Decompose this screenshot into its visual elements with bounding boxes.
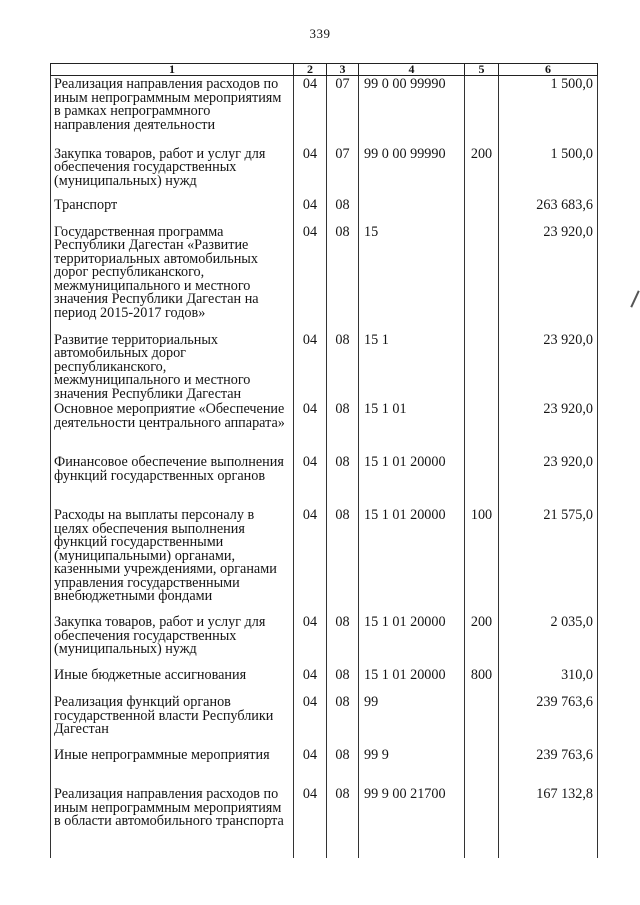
row-amount: 21 575,0 (499, 507, 598, 614)
row-amount: 239 763,6 (499, 694, 598, 747)
row-target-article: 15 1 (359, 332, 465, 402)
table-row (51, 224, 598, 332)
row-subsection: 07 (327, 146, 359, 197)
row-subsection: 08 (327, 694, 359, 747)
row-subsection: 08 (327, 507, 359, 614)
row-section: 04 (294, 76, 327, 146)
row-target-article: 15 1 01 20000 (359, 507, 465, 614)
row-expense-type (465, 197, 499, 224)
row-amount: 263 683,6 (499, 197, 598, 224)
row-name: Закупка товаров, работ и услуг для обеспечения государственных (муниципальных) нужд (51, 614, 294, 667)
row-target-article: 15 1 01 20000 (359, 454, 465, 507)
row-amount: 23 920,0 (499, 401, 598, 454)
row-section: 04 (294, 667, 327, 694)
row-expense-type (465, 401, 499, 454)
table-row (51, 76, 598, 146)
row-section: 04 (294, 747, 327, 786)
row-expense-type (465, 454, 499, 507)
row-subsection: 08 (327, 454, 359, 507)
header-row (51, 64, 598, 76)
row-expense-type (465, 332, 499, 402)
row-amount: 1 500,0 (499, 76, 598, 146)
row-section: 04 (294, 146, 327, 197)
table-row (51, 454, 598, 507)
row-target-article: 99 (359, 694, 465, 747)
row-subsection: 08 (327, 332, 359, 402)
row-expense-type: 200 (465, 614, 499, 667)
row-name: Государственная программа Республики Дагестан «Развитие территориальных автомобильных дорог республиканского, межмуниципального и местного значения Республики Дагестан на период 2015-2017 годов» (51, 224, 294, 332)
row-amount: 167 132,8 (499, 786, 598, 858)
row-target-article: 99 0 00 99990 (359, 76, 465, 146)
table-row (51, 667, 598, 694)
row-name: Расходы на выплаты персоналу в целях обеспечения выполнения функций государственными (муниципальными) органами, казенными учреждениями, органами управления государственными внебюджетными фондами (51, 507, 294, 614)
table-row (51, 507, 598, 614)
row-name: Закупка товаров, работ и услуг для обеспечения государственных (муниципальных) нужд (51, 146, 294, 197)
row-amount: 23 920,0 (499, 332, 598, 402)
row-expense-type (465, 786, 499, 858)
row-name: Основное мероприятие «Обеспечение деятельности центрального аппарата» (51, 401, 294, 454)
table-row (51, 197, 598, 224)
table-row (51, 786, 598, 858)
row-expense-type (465, 224, 499, 332)
table-row (51, 747, 598, 786)
row-subsection: 08 (327, 747, 359, 786)
row-amount: 23 920,0 (499, 454, 598, 507)
row-section: 04 (294, 507, 327, 614)
row-section: 04 (294, 786, 327, 858)
row-name: Иные бюджетные ассигнования (51, 667, 294, 694)
row-section: 04 (294, 197, 327, 224)
row-name: Реализация направления расходов по иным непрограммным мероприятиям в области автомобильного транспорта (51, 786, 294, 858)
header-col-4: 4 (359, 64, 465, 76)
row-name: Иные непрограммные мероприятия (51, 747, 294, 786)
row-section: 04 (294, 694, 327, 747)
row-target-article: 99 0 00 99990 (359, 146, 465, 197)
row-expense-type: 800 (465, 667, 499, 694)
row-target-article: 99 9 00 21700 (359, 786, 465, 858)
row-target-article: 15 1 01 (359, 401, 465, 454)
table-row (51, 146, 598, 197)
table-row (51, 694, 598, 747)
page-number: 339 (309, 26, 331, 41)
row-expense-type (465, 747, 499, 786)
row-name: Развитие территориальных автомобильных дорог республиканского, межмуниципального и местного значения Республики Дагестан (51, 332, 294, 402)
row-amount: 1 500,0 (499, 146, 598, 197)
row-section: 04 (294, 224, 327, 332)
row-target-article: 15 1 01 20000 (359, 667, 465, 694)
table-row (51, 332, 598, 402)
row-name: Реализация направления расходов по иным непрограммным мероприятиям в рамках непрограммного направления деятельности (51, 76, 294, 146)
row-subsection: 08 (327, 224, 359, 332)
row-target-article: 15 1 01 20000 (359, 614, 465, 667)
row-expense-type: 100 (465, 507, 499, 614)
row-subsection: 08 (327, 786, 359, 858)
row-section: 04 (294, 454, 327, 507)
header-col-3: 3 (327, 64, 359, 76)
row-subsection: 08 (327, 401, 359, 454)
row-amount: 239 763,6 (499, 747, 598, 786)
scan-edge-mark (630, 290, 639, 307)
row-expense-type (465, 694, 499, 747)
header-col-6: 6 (499, 64, 598, 76)
row-subsection: 07 (327, 76, 359, 146)
row-target-article: 99 9 (359, 747, 465, 786)
row-section: 04 (294, 401, 327, 454)
row-name: Транспорт (51, 197, 294, 224)
header-col-2: 2 (294, 64, 327, 76)
table-row (51, 401, 598, 454)
row-amount: 2 035,0 (499, 614, 598, 667)
row-subsection: 08 (327, 614, 359, 667)
row-section: 04 (294, 332, 327, 402)
row-amount: 23 920,0 (499, 224, 598, 332)
row-name: Реализация функций органов государственной власти Республики Дагестан (51, 694, 294, 747)
row-amount: 310,0 (499, 667, 598, 694)
budget-table (50, 63, 598, 858)
row-target-article (359, 197, 465, 224)
row-subsection: 08 (327, 197, 359, 224)
header-col-1: 1 (51, 64, 294, 76)
table-row (51, 614, 598, 667)
header-col-5: 5 (465, 64, 499, 76)
row-expense-type (465, 76, 499, 146)
row-name: Финансовое обеспечение выполнения функций государственных органов (51, 454, 294, 507)
row-expense-type: 200 (465, 146, 499, 197)
row-target-article: 15 (359, 224, 465, 332)
row-section: 04 (294, 614, 327, 667)
row-subsection: 08 (327, 667, 359, 694)
